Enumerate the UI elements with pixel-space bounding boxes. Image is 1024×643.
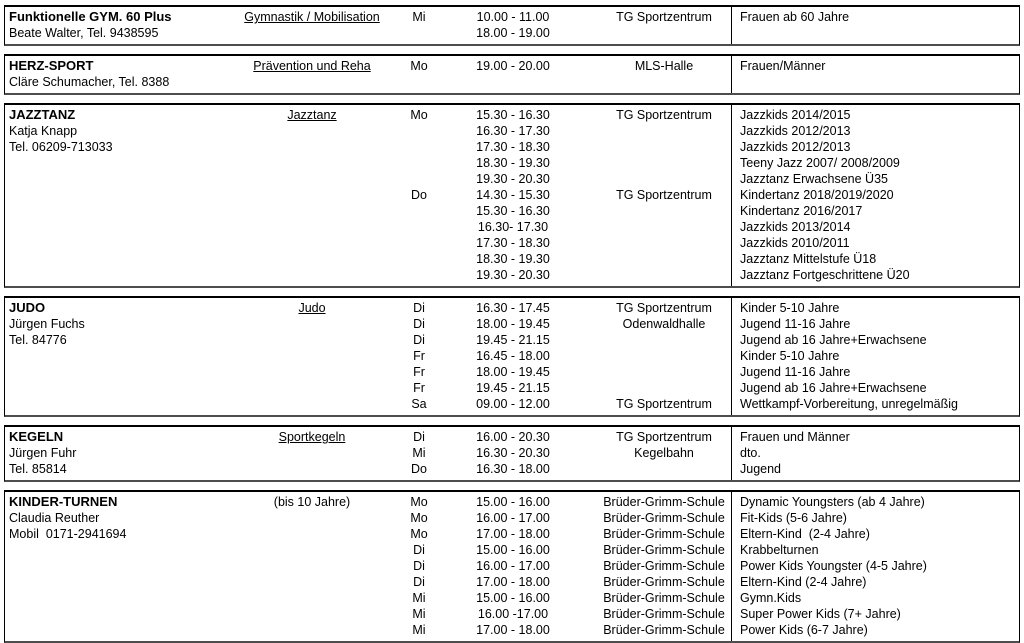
- contact-line: [5, 558, 237, 574]
- discipline-label: [237, 316, 387, 332]
- location-cell: MLS-Halle: [634, 59, 694, 73]
- time-cell: 14.30 - 15.30: [476, 188, 550, 202]
- discipline-label: (bis 10 Jahre): [273, 495, 351, 509]
- location-cell: [575, 364, 731, 380]
- contact-line: [5, 187, 237, 203]
- location-cell: [575, 171, 731, 187]
- contact-line: Cläre Schumacher, Tel. 8388: [9, 75, 170, 89]
- discipline-label: [237, 139, 387, 155]
- contact-line: Mobil 0171-2941694: [9, 527, 127, 541]
- day-cell: Mo: [410, 511, 428, 525]
- discipline-label: [237, 251, 387, 267]
- time-cell: [451, 74, 575, 90]
- discipline-label: [237, 332, 387, 348]
- discipline-label: [237, 461, 387, 477]
- group-cell: Frauen und Männer: [740, 430, 850, 444]
- day-cell: Di: [413, 543, 425, 557]
- group-cell: Frauen/Männer: [740, 59, 826, 73]
- course-title: KEGELN: [9, 429, 64, 444]
- time-cell: 18.00 - 19.45: [476, 317, 550, 331]
- discipline-label: [237, 590, 387, 606]
- day-cell: Mo: [410, 527, 428, 541]
- location-cell: TG Sportzentrum: [616, 301, 712, 315]
- day-cell: Mi: [412, 607, 426, 621]
- section-box-funktionelle-gym-60-plus: [4, 5, 1020, 46]
- group-cell: Eltern-Kind (2-4 Jahre): [740, 527, 870, 541]
- day-cell: [387, 155, 451, 171]
- time-cell: 16.45 - 18.00: [476, 349, 550, 363]
- table-row: [5, 171, 1019, 187]
- group-cell: dto.: [740, 446, 761, 460]
- contact-line: [5, 574, 237, 590]
- table-row: [5, 155, 1019, 171]
- day-cell: [387, 251, 451, 267]
- table-row: [5, 445, 1019, 461]
- discipline-label: [237, 396, 387, 412]
- discipline-label: [237, 348, 387, 364]
- time-cell: 18.30 - 19.30: [476, 156, 550, 170]
- discipline-label: Prävention und Reha: [253, 59, 371, 73]
- table-row: [5, 187, 1019, 203]
- contact-line: [5, 235, 237, 251]
- discipline-label: [237, 542, 387, 558]
- group-cell: Jazztanz Mittelstufe Ü18: [740, 252, 877, 266]
- discipline-label: Jazztanz: [287, 108, 337, 122]
- table-row: [5, 219, 1019, 235]
- time-cell: 17.00 - 18.00: [476, 527, 550, 541]
- location-cell: [575, 235, 731, 251]
- day-cell: Di: [413, 333, 425, 347]
- contact-line: [5, 203, 237, 219]
- time-cell: 18.30 - 19.30: [476, 252, 550, 266]
- section-box-judo: [4, 296, 1020, 417]
- group-cell: Kinder 5-10 Jahre: [740, 301, 840, 315]
- day-cell: Fr: [413, 381, 425, 395]
- day-cell: Fr: [413, 365, 425, 379]
- time-cell: 19.30 - 20.30: [476, 268, 550, 282]
- location-cell: TG Sportzentrum: [616, 430, 712, 444]
- time-cell: 16.00 - 17.00: [476, 511, 550, 525]
- group-cell: Jazzkids 2013/2014: [740, 220, 851, 234]
- day-cell: [387, 74, 451, 90]
- table-row: [5, 235, 1019, 251]
- discipline-label: [237, 25, 387, 41]
- discipline-label: [237, 123, 387, 139]
- location-cell: Brüder-Grimm-Schule: [603, 511, 725, 525]
- location-cell: Brüder-Grimm-Schule: [603, 495, 725, 509]
- location-cell: Brüder-Grimm-Schule: [603, 591, 725, 605]
- table-row: [5, 203, 1019, 219]
- location-cell: [575, 123, 731, 139]
- group-cell: Jazzkids 2010/2011: [740, 236, 850, 250]
- location-cell: [575, 461, 731, 477]
- location-cell: [575, 74, 731, 90]
- group-cell: Power Kids (6-7 Jahre): [740, 623, 868, 637]
- day-cell: Mo: [410, 495, 428, 509]
- discipline-label: [237, 267, 387, 283]
- contact-line: Tel. 84776: [9, 333, 67, 347]
- contact-line: Tel. 85814: [9, 462, 67, 476]
- section-box-kinder-turnen: [4, 490, 1020, 643]
- table-row: [5, 348, 1019, 364]
- discipline-label: Gymnastik / Mobilisation: [244, 10, 380, 24]
- day-cell: Mi: [412, 10, 426, 24]
- group-cell: Jazztanz Erwachsene Ü35: [740, 172, 888, 186]
- group-cell: Jugend 11-16 Jahre: [740, 365, 851, 379]
- contact-line: [5, 364, 237, 380]
- location-cell: Brüder-Grimm-Schule: [603, 575, 725, 589]
- table-row: [5, 396, 1019, 412]
- contact-line: Beate Walter, Tel. 9438595: [9, 26, 159, 40]
- day-cell: Fr: [413, 349, 425, 363]
- contact-line: [5, 171, 237, 187]
- location-cell: [575, 155, 731, 171]
- group-cell: Fit-Kids (5-6 Jahre): [740, 511, 847, 525]
- day-cell: [387, 139, 451, 155]
- group-cell: Jazzkids 2012/2013: [740, 124, 851, 138]
- section-box-herz-sport: [4, 54, 1020, 95]
- contact-line: [5, 396, 237, 412]
- contact-line: Jürgen Fuchs: [9, 317, 85, 331]
- time-cell: 19.45 - 21.15: [476, 381, 550, 395]
- table-row: [5, 429, 1019, 445]
- discipline-label: [237, 606, 387, 622]
- group-cell: Kindertanz 2018/2019/2020: [740, 188, 894, 202]
- table-row: [5, 574, 1019, 590]
- table-row: [5, 380, 1019, 396]
- day-cell: [387, 171, 451, 187]
- day-cell: [387, 219, 451, 235]
- time-cell: 19.45 - 21.15: [476, 333, 550, 347]
- course-title: HERZ-SPORT: [9, 58, 94, 73]
- time-cell: 17.30 - 18.30: [476, 236, 550, 250]
- location-cell: Brüder-Grimm-Schule: [603, 543, 725, 557]
- location-cell: TG Sportzentrum: [616, 10, 712, 24]
- time-cell: 18.00 - 19.00: [476, 26, 550, 40]
- group-cell: Jazzkids 2014/2015: [740, 108, 851, 122]
- day-cell: Di: [413, 430, 425, 444]
- time-cell: 16.00 -17.00: [477, 607, 549, 621]
- time-cell: 16.30- 17.30: [477, 220, 549, 234]
- table-row: [5, 510, 1019, 526]
- table-row: [5, 558, 1019, 574]
- table-row: [5, 316, 1019, 332]
- location-cell: Odenwaldhalle: [622, 317, 706, 331]
- contact-line: [5, 155, 237, 171]
- discipline-label: [237, 155, 387, 171]
- contact-line: Katja Knapp: [9, 124, 78, 138]
- location-cell: TG Sportzentrum: [616, 397, 712, 411]
- time-cell: 15.30 - 16.30: [476, 108, 550, 122]
- course-title: JAZZTANZ: [9, 107, 76, 122]
- day-cell: Mi: [412, 623, 426, 637]
- contact-line: [5, 219, 237, 235]
- discipline-label: [237, 219, 387, 235]
- group-cell: Jugend ab 16 Jahre+Erwachsene: [740, 333, 927, 347]
- group-cell: Teeny Jazz 2007/ 2008/2009: [740, 156, 900, 170]
- day-cell: Mo: [410, 59, 428, 73]
- group-cell: Eltern-Kind (2-4 Jahre): [740, 575, 867, 589]
- group-cell: Krabbelturnen: [740, 543, 819, 557]
- time-cell: 19.00 - 20.00: [476, 59, 550, 73]
- discipline-label: [237, 574, 387, 590]
- location-cell: [575, 203, 731, 219]
- discipline-label: [237, 74, 387, 90]
- location-cell: [575, 348, 731, 364]
- group-cell: Jugend 11-16 Jahre: [740, 317, 851, 331]
- time-cell: 09.00 - 12.00: [476, 397, 550, 411]
- day-cell: Do: [411, 188, 427, 202]
- contact-line: [5, 267, 237, 283]
- discipline-label: [237, 171, 387, 187]
- table-row: [5, 606, 1019, 622]
- contact-line: Claudia Reuther: [9, 511, 100, 525]
- contact-line: [5, 251, 237, 267]
- location-cell: Brüder-Grimm-Schule: [603, 559, 725, 573]
- time-cell: 15.30 - 16.30: [476, 204, 550, 218]
- discipline-label: Sportkegeln: [278, 430, 346, 444]
- time-cell: 16.00 - 20.30: [476, 430, 550, 444]
- table-row: [5, 590, 1019, 606]
- table-row: [5, 9, 1019, 25]
- time-cell: 17.00 - 18.00: [476, 623, 550, 637]
- course-title: JUDO: [9, 300, 46, 315]
- group-cell: Jugend ab 16 Jahre+Erwachsene: [740, 381, 927, 395]
- table-row: [5, 107, 1019, 123]
- contact-line: [5, 542, 237, 558]
- time-cell: 19.30 - 20.30: [476, 172, 550, 186]
- table-row: [5, 123, 1019, 139]
- contact-line: Tel. 06209-713033: [9, 140, 113, 154]
- table-row: [5, 542, 1019, 558]
- day-cell: Di: [413, 301, 425, 315]
- group-cell: Jugend: [740, 462, 782, 476]
- location-cell: Brüder-Grimm-Schule: [603, 527, 725, 541]
- table-row: [5, 364, 1019, 380]
- day-cell: Mi: [412, 591, 426, 605]
- location-cell: [575, 219, 731, 235]
- table-row: [5, 461, 1019, 477]
- location-cell: [575, 25, 731, 41]
- location-cell: [575, 139, 731, 155]
- discipline-label: [237, 380, 387, 396]
- time-cell: 10.00 - 11.00: [476, 10, 550, 24]
- day-cell: [387, 267, 451, 283]
- discipline-label: [237, 558, 387, 574]
- time-cell: 15.00 - 16.00: [476, 495, 550, 509]
- table-row: [5, 494, 1019, 510]
- group-cell: Dynamic Youngsters (ab 4 Jahre): [740, 495, 925, 509]
- day-cell: [387, 25, 451, 41]
- time-cell: 16.30 - 17.45: [476, 301, 550, 315]
- day-cell: [387, 235, 451, 251]
- location-cell: [575, 380, 731, 396]
- location-cell: TG Sportzentrum: [616, 188, 712, 202]
- time-cell: 16.30 - 17.30: [476, 124, 550, 138]
- location-cell: [575, 267, 731, 283]
- group-cell: Kinder 5-10 Jahre: [740, 349, 840, 363]
- discipline-label: [237, 364, 387, 380]
- time-cell: 17.00 - 18.00: [476, 575, 550, 589]
- time-cell: 18.00 - 19.45: [476, 365, 550, 379]
- contact-line: [5, 606, 237, 622]
- group-cell: Jazzkids 2012/2013: [740, 140, 851, 154]
- discipline-label: [237, 187, 387, 203]
- group-cell: Frauen ab 60 Jahre: [740, 10, 850, 24]
- location-cell: [575, 332, 731, 348]
- time-cell: 16.30 - 18.00: [476, 462, 550, 476]
- course-title: KINDER-TURNEN: [9, 494, 118, 509]
- time-cell: 16.00 - 17.00: [476, 559, 550, 573]
- location-cell: TG Sportzentrum: [616, 108, 712, 122]
- time-cell: 15.00 - 16.00: [476, 543, 550, 557]
- contact-line: Jürgen Fuhr: [9, 446, 77, 460]
- group-cell: Super Power Kids (7+ Jahre): [740, 607, 901, 621]
- section-box-kegeln: [4, 425, 1020, 482]
- discipline-label: [237, 622, 387, 638]
- table-row: [5, 526, 1019, 542]
- discipline-label: [237, 510, 387, 526]
- table-row: [5, 25, 1019, 41]
- day-cell: Di: [413, 575, 425, 589]
- day-cell: Mi: [412, 446, 426, 460]
- table-row: [5, 267, 1019, 283]
- table-row: [5, 74, 1019, 90]
- contact-line: [5, 348, 237, 364]
- discipline-label: Judo: [298, 301, 326, 315]
- group-cell: Power Kids Youngster (4-5 Jahre): [740, 559, 927, 573]
- location-cell: Kegelbahn: [634, 446, 694, 460]
- course-title: Funktionelle GYM. 60 Plus: [9, 9, 172, 24]
- group-cell: Wettkampf-Vorbereitung, unregelmäßig: [740, 397, 958, 411]
- day-cell: Do: [411, 462, 427, 476]
- location-cell: [575, 251, 731, 267]
- time-cell: 15.00 - 16.00: [476, 591, 550, 605]
- discipline-label: [237, 203, 387, 219]
- section-box-jazztanz: [4, 103, 1020, 288]
- group-cell: [731, 25, 1019, 41]
- table-row: [5, 251, 1019, 267]
- location-cell: Brüder-Grimm-Schule: [603, 607, 725, 621]
- discipline-label: [237, 526, 387, 542]
- table-row: [5, 58, 1019, 74]
- contact-line: [5, 590, 237, 606]
- contact-line: [5, 622, 237, 638]
- contact-line: [5, 380, 237, 396]
- time-cell: 16.30 - 20.30: [476, 446, 550, 460]
- day-cell: Di: [413, 559, 425, 573]
- discipline-label: [237, 445, 387, 461]
- discipline-label: [237, 235, 387, 251]
- group-cell: Kindertanz 2016/2017: [740, 204, 863, 218]
- day-cell: Di: [413, 317, 425, 331]
- time-cell: 17.30 - 18.30: [476, 140, 550, 154]
- group-cell: [731, 74, 1019, 90]
- day-cell: [387, 203, 451, 219]
- table-row: [5, 300, 1019, 316]
- day-cell: Mo: [410, 108, 428, 122]
- group-cell: Jazztanz Fortgeschrittene Ü20: [740, 268, 910, 282]
- group-cell: Gymn.Kids: [740, 591, 802, 605]
- location-cell: Brüder-Grimm-Schule: [603, 623, 725, 637]
- table-row: [5, 622, 1019, 638]
- table-row: [5, 332, 1019, 348]
- table-row: [5, 139, 1019, 155]
- day-cell: [387, 123, 451, 139]
- day-cell: Sa: [411, 397, 427, 411]
